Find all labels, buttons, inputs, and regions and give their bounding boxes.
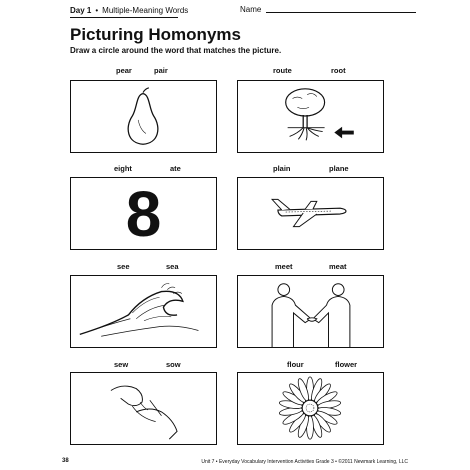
picture-box — [237, 275, 384, 348]
word-option[interactable]: sow — [166, 360, 181, 369]
lesson-label: Multiple-Meaning Words — [102, 5, 189, 15]
picture-box — [70, 177, 217, 250]
daisy-icon — [238, 373, 383, 444]
handshake-icon — [238, 276, 383, 347]
word-option[interactable]: see — [117, 262, 130, 271]
word-pair — [70, 66, 217, 76]
picture-box — [70, 372, 217, 445]
word-pair — [70, 164, 217, 174]
name-label: Name — [240, 5, 262, 14]
number-eight: 8 — [125, 178, 162, 250]
worksheet-header — [70, 3, 415, 17]
word-option[interactable]: pear — [116, 66, 132, 75]
ocean-wave-icon — [71, 276, 216, 347]
header-rule — [70, 17, 178, 18]
word-option[interactable]: flower — [335, 360, 358, 369]
name-field[interactable] — [266, 12, 416, 13]
word-option[interactable]: sea — [166, 262, 179, 271]
picture-box — [237, 80, 384, 153]
picture-box — [237, 177, 384, 250]
word-pair — [70, 262, 217, 272]
word-option[interactable]: route — [273, 66, 292, 75]
footer-credit: Unit 7 • Everyday Vocabulary Intervention Activities Grade 3 • ©2011 Newmark Learning, LLC — [201, 459, 408, 465]
page-number: 38 — [62, 458, 69, 464]
word-option[interactable]: plane — [329, 164, 349, 173]
word-pair — [237, 66, 384, 76]
airplane-icon — [238, 178, 383, 249]
tree-roots-icon — [238, 81, 383, 152]
word-option[interactable]: meet — [275, 262, 293, 271]
picture-box — [237, 372, 384, 445]
word-option[interactable]: eight — [114, 164, 132, 173]
word-option[interactable]: sew — [114, 360, 129, 369]
instructions: Draw a circle around the word that matches the picture. — [70, 46, 282, 55]
word-option[interactable]: plain — [273, 164, 291, 173]
word-option[interactable]: root — [331, 66, 346, 75]
picture-box — [70, 80, 217, 153]
word-option[interactable]: meat — [329, 262, 347, 271]
page-title: Picturing Homonyms — [70, 25, 241, 44]
word-option[interactable]: flour — [287, 360, 304, 369]
bullet: • — [95, 5, 99, 15]
sewing-hands-icon — [71, 373, 216, 444]
word-pair — [70, 360, 217, 370]
word-pair — [237, 360, 384, 370]
day-label: Day 1 — [70, 5, 92, 15]
word-option[interactable]: ate — [170, 164, 181, 173]
word-option[interactable]: pair — [154, 66, 168, 75]
word-pair — [237, 164, 384, 174]
word-pair — [237, 262, 384, 272]
pear-icon — [71, 81, 216, 152]
picture-box — [70, 275, 217, 348]
